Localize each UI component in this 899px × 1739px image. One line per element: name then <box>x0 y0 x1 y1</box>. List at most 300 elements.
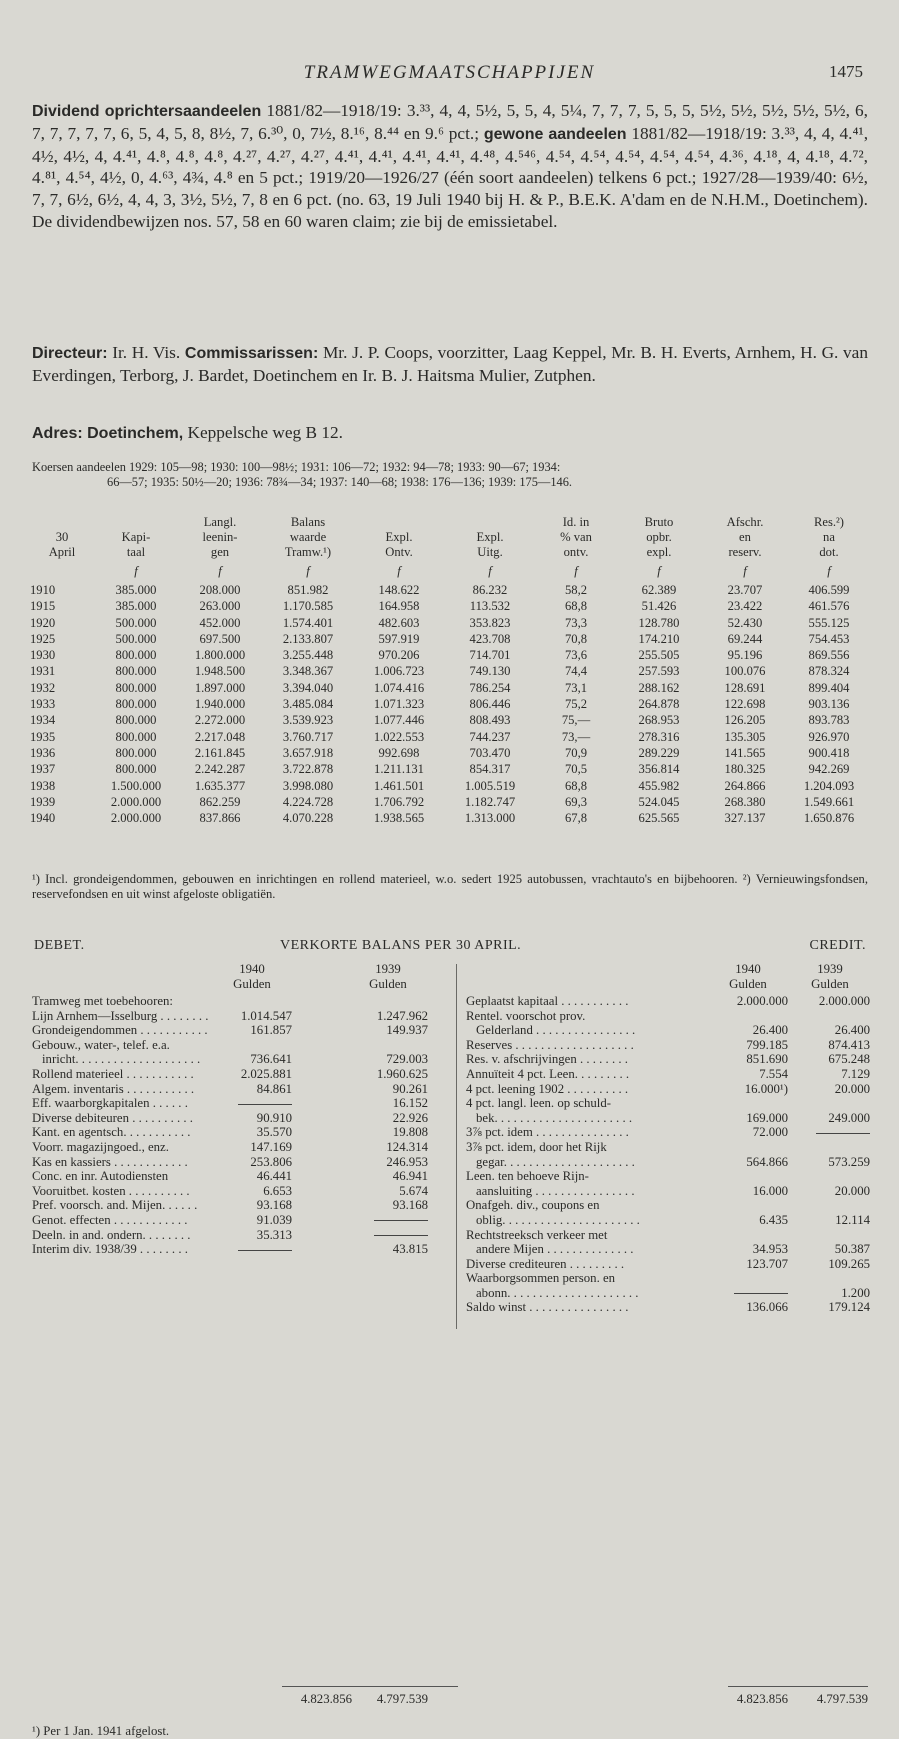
balance-row-value: 35.313 <box>256 1227 292 1242</box>
balance-row <box>32 1242 442 1257</box>
table-cell: 744.237 <box>469 729 511 744</box>
balance-row-value <box>708 1286 788 1301</box>
footnote-2: ²) Vernieuwingsfondsen, reservefondsen en uit winst afgeloste obligatiën. <box>32 872 868 901</box>
debet-rows <box>32 994 442 1257</box>
table-cell: 2.217.048 <box>194 729 246 744</box>
table-cell: 1.897.000 <box>194 680 246 695</box>
table-cell: 1.313.000 <box>464 811 516 826</box>
table-cell: 1.574.401 <box>282 615 334 630</box>
management-paragraph <box>32 342 868 387</box>
debet-year-2: 1939 <box>375 962 401 976</box>
table-cell: 697.500 <box>199 631 241 646</box>
balance-row-label: Interim div. 1938/39 . . . . . . . . <box>32 1242 188 1257</box>
table-cell: 52.430 <box>727 615 763 630</box>
balance-row-label: Rollend materieel . . . . . . . . . . . <box>32 1066 194 1081</box>
balance-row <box>466 1213 868 1228</box>
table-cell: 1.005.519 <box>464 778 516 793</box>
credit-total-rule <box>728 1686 868 1687</box>
balance-row <box>32 1198 442 1213</box>
table-cell: 327.137 <box>724 811 766 826</box>
table-unit-cell: f <box>134 563 138 578</box>
balance-row-label: Tramweg met toebehooren: <box>32 994 173 1008</box>
balance-row-label: Lijn Arnhem—Isselburg . . . . . . . . <box>32 1008 209 1023</box>
balance-row <box>466 1257 868 1272</box>
table-row <box>30 696 870 712</box>
page-number: 1475 <box>829 62 863 81</box>
table-unit-cell: f <box>218 563 222 578</box>
table-cell: 164.958 <box>378 599 420 614</box>
balance-row-value: 2.025.881 <box>240 1066 292 1081</box>
balance-row-value: 149.937 <box>386 1023 428 1038</box>
table-cell: 800.000 <box>115 680 157 695</box>
table-cell: 1.022.553 <box>373 729 425 744</box>
balance-row <box>466 1242 868 1257</box>
balance-row-value: 109.265 <box>828 1256 870 1271</box>
dividend-paragraph <box>32 100 868 233</box>
table-cell: 806.446 <box>469 697 511 712</box>
table-cell: 113.532 <box>469 599 511 614</box>
balance-row-value: 22.926 <box>392 1110 428 1125</box>
table-cell: 1.650.876 <box>803 811 855 826</box>
table-cell: 754.453 <box>808 631 850 646</box>
balance-row <box>466 1096 868 1111</box>
table-cell: 893.783 <box>808 713 850 728</box>
table-cell: 1930 <box>30 648 56 663</box>
table-cell: 100.076 <box>724 664 766 679</box>
table-header-cell: Bruto <box>644 515 674 529</box>
balance-row-label: oblig. . . . . . . . . . . . . . . . . . . . . . <box>476 1212 640 1227</box>
debet-total-1939: 4.797.539 <box>376 1692 428 1706</box>
balance-row-value: 46.441 <box>256 1169 292 1184</box>
table-cell: 786.254 <box>469 680 511 695</box>
table-cell: 878.324 <box>808 664 850 679</box>
balance-row-label: Leen. ten behoeve Rijn- <box>466 1169 589 1184</box>
table-header-row <box>30 545 870 560</box>
balance-row-value: 147.169 <box>250 1139 292 1154</box>
table-cell: 356.814 <box>638 762 680 777</box>
balance-row <box>466 1067 868 1082</box>
balance-sheet <box>32 938 870 1738</box>
table-cell: 1937 <box>30 762 56 777</box>
table-cell: 555.125 <box>808 615 850 630</box>
balance-row-value: 35.570 <box>256 1125 292 1140</box>
table-cell: 74,4 <box>564 664 588 679</box>
balance-row <box>466 1169 868 1184</box>
balance-row-label: Deeln. in and. ondern. . . . . . . . <box>32 1227 191 1242</box>
table-cell: 1.204.093 <box>803 778 855 793</box>
credit-year-header <box>466 962 868 994</box>
table-cell: 406.599 <box>808 583 850 597</box>
balance-row <box>466 1228 868 1243</box>
table-cell: 86.232 <box>472 583 508 597</box>
table-cell: 1.071.323 <box>373 697 425 712</box>
table-cell: 1.500.000 <box>110 778 162 793</box>
table-cell: 70,5 <box>564 762 588 777</box>
table-cell: 903.136 <box>808 697 850 712</box>
table-cell: 23.422 <box>727 599 763 614</box>
balance-row-value <box>212 1242 292 1257</box>
table-cell: 62.389 <box>641 583 677 597</box>
balance-row-value: 93.168 <box>392 1198 428 1213</box>
table-header-cell: na <box>823 530 835 544</box>
table-cell: 1915 <box>30 599 56 614</box>
balance-row-value: 123.707 <box>746 1256 788 1271</box>
table-header-row <box>30 530 870 545</box>
balance-row-label: Geplaatst kapitaal . . . . . . . . . . . <box>466 994 629 1008</box>
credit-currency-2: Gulden <box>811 977 849 991</box>
balance-row-value: 1.014.547 <box>240 1008 292 1023</box>
balance-row-label: Genot. effecten . . . . . . . . . . . . <box>32 1212 188 1227</box>
table-cell: 800.000 <box>115 664 157 679</box>
balance-row-value <box>348 1228 428 1243</box>
table-cell: 68,8 <box>564 778 588 793</box>
table-cell: 23.707 <box>727 583 763 597</box>
balance-footnote: ¹) Per 1 Jan. 1941 afgelost. <box>32 1724 170 1738</box>
balance-row-label: Algem. inventaris . . . . . . . . . . . <box>32 1081 195 1096</box>
table-cell: 900.418 <box>808 745 850 760</box>
balance-row-value: 91.039 <box>256 1212 292 1227</box>
balance-row-value: 26.400 <box>752 1023 788 1038</box>
balance-row-label: Onafgeh. div., coupons en <box>466 1198 600 1213</box>
share-prices <box>32 460 868 490</box>
balance-row-value <box>212 1096 292 1111</box>
footnote-1: ¹) Incl. grondeigendommen, gebouwen en inrichtingen en rollend materieel, w.o. sedert 1925 autobussen, vrachtauto's en bijbehooren. <box>32 872 738 886</box>
table-cell: 128.691 <box>724 680 766 695</box>
table-cell: 73,— <box>561 729 591 744</box>
table-cell: 800.000 <box>115 697 157 712</box>
table-cell: 122.698 <box>724 697 766 712</box>
balance-row <box>466 1125 868 1140</box>
table-cell: 1.940.000 <box>194 697 246 712</box>
table-row <box>30 582 870 598</box>
nil-dash <box>374 1235 428 1236</box>
dividend-founders-text: 1881/82—1918/19: 3.³³, 4, 4, 5½, 5, 5, 4, 5¼, 7, 7, 7, 5, 5, 5, 5½, 5½, 5½, 5½, 5½, 6, 7, 7, 7, 7, 7, 6, 5, 4, 5, 8, 8½, 7, 6.³⁰, 0, 7½, 8.¹⁶, 8.⁴⁴ en 9.⁶ pct.; <box>32 101 868 143</box>
balance-row-value: 246.953 <box>386 1154 428 1169</box>
table-cell: 1935 <box>30 729 56 744</box>
table-cell: 289.229 <box>638 745 680 760</box>
balance-row-label: bek. . . . . . . . . . . . . . . . . . . . . . <box>476 1110 633 1125</box>
table-header-cell <box>354 515 444 530</box>
balance-row <box>32 1038 442 1053</box>
table-cell: 423.708 <box>469 631 511 646</box>
balance-row <box>32 1009 442 1024</box>
table-unit-cell: f <box>488 563 492 578</box>
balance-row-value: 179.124 <box>828 1300 870 1315</box>
balance-row-label: 4 pct. leening 1902 . . . . . . . . . . <box>466 1081 629 1096</box>
balance-row-value: 90.261 <box>392 1081 428 1096</box>
credit-currency-1: Gulden <box>729 977 767 991</box>
table-header-cell: Expl. <box>476 530 504 544</box>
table-cell: 180.325 <box>724 762 766 777</box>
table-header-cell: opbr. <box>646 530 672 544</box>
table-cell: 1938 <box>30 778 56 793</box>
table-cell: 1.006.723 <box>373 664 425 679</box>
nil-dash <box>374 1220 428 1221</box>
credit-year-2: 1939 <box>817 962 843 976</box>
table-cell: 703.470 <box>469 745 511 760</box>
address-text: Keppelsche weg B 12. <box>183 423 343 442</box>
table-cell: 278.316 <box>638 729 680 744</box>
table-cell: 1939 <box>30 794 56 809</box>
table-cell: 862.259 <box>199 794 241 809</box>
balance-row-label: abonn. . . . . . . . . . . . . . . . . . . . . <box>476 1285 639 1300</box>
balance-row-label: Grondeigendommen . . . . . . . . . . . <box>32 1023 208 1038</box>
table-cell: 749.130 <box>469 664 511 679</box>
table-cell: 1.461.501 <box>373 778 425 793</box>
table-row <box>30 778 870 794</box>
nil-dash <box>238 1250 292 1251</box>
balance-row <box>32 1213 442 1228</box>
balance-row-value: 43.815 <box>392 1242 428 1257</box>
dividend-ordinary-text: 1881/82—1918/19: 3.³³, 4, 4, 4.⁴¹, 4½, 4½, 4, 4.⁴¹, 4.⁸, 4.⁸, 4.⁸, 4.²⁷, 4.²⁷, 4.²⁷, 4.⁴¹, 4.⁴¹, 4.⁴¹, 4.⁴¹, 4.⁴⁸, 4.⁵⁴⁶, 4.⁵⁴, 4.⁵⁴, 4.⁵⁴, 4.⁵⁴, 4.⁵⁴, 4.³⁶, 4.¹⁸, 4, 4.¹⁸, 4.⁷², 4.⁸¹, 4.⁵⁴, 4½, 0, 4.⁶³, 4¾, 4.⁸ en 5 pct.; 1919/20—1926/27 (één soort aandeelen) telkens 6 pct.; 1927/28—1939/40: 6½, 7, 7, 6½, 6½, 4, 4, 3, 3½, 5½, 7, 8 en 6 pct. (no. 63, 19 Juli 1940 bij H. & P., B.E.K. A'dam en de N.H.M., Doetinchem). De dividendbewijzen nos. 57, 58 en 60 waren claim; zie bij de emissietabel. <box>32 123 869 231</box>
table-cell: 3.722.878 <box>282 762 334 777</box>
table-header-cell: waarde <box>289 530 327 544</box>
table-cell: 69,3 <box>564 794 588 809</box>
balance-row-value: 50.387 <box>834 1242 870 1257</box>
balance-row-label: Gelderland . . . . . . . . . . . . . . . . <box>476 1023 636 1038</box>
commissioners-heading: Commissarissen: <box>184 345 319 362</box>
table-cell: 1920 <box>30 615 56 630</box>
table-cell: 926.970 <box>808 729 850 744</box>
table-cell: 67,8 <box>564 811 588 826</box>
table-cell: 95.196 <box>727 648 763 663</box>
credit-rows <box>466 994 868 1315</box>
table-cell: 452.000 <box>199 615 241 630</box>
table-row <box>30 794 870 810</box>
balance-row-label: Rentel. voorschot prov. <box>466 1008 586 1023</box>
balance-row-label: Diverse debiteuren . . . . . . . . . . <box>32 1110 193 1125</box>
table-header-cell: Expl. <box>385 530 413 544</box>
table-cell: 73,6 <box>564 648 588 663</box>
table-row <box>30 598 870 614</box>
table-cell: 1.948.500 <box>194 664 246 679</box>
table-header-row <box>30 515 870 530</box>
table-cell: 70,8 <box>564 631 588 646</box>
table-header-cell: Langl. <box>203 515 237 529</box>
debet-currency-1: Gulden <box>233 977 271 991</box>
table-cell: 714.701 <box>469 648 511 663</box>
balance-row-label: Res. v. afschrijvingen . . . . . . . . <box>466 1052 628 1067</box>
nil-dash <box>816 1133 870 1134</box>
debet-label: DEBET. <box>34 938 85 953</box>
table-cell: 2.133.807 <box>282 631 334 646</box>
table-cell: 1931 <box>30 664 56 679</box>
table-cell: 869.556 <box>808 648 850 663</box>
table-header-cell: leenin- <box>202 530 238 544</box>
table-cell: 2.161.845 <box>194 745 246 760</box>
table-cell: 3.657.918 <box>282 745 334 760</box>
balance-row <box>466 994 868 1009</box>
balance-row <box>466 1286 868 1301</box>
balance-row <box>466 1052 868 1067</box>
balance-row <box>466 1038 868 1053</box>
balance-row-value: 34.953 <box>752 1242 788 1257</box>
table-cell: 1925 <box>30 631 56 646</box>
balance-row <box>32 1111 442 1126</box>
table-cell: 268.953 <box>638 713 680 728</box>
table-cell: 70,9 <box>564 745 588 760</box>
balance-row-value: 7.554 <box>759 1066 788 1081</box>
balance-row-value: 729.003 <box>386 1052 428 1067</box>
balance-row-label: Waarborgsommen person. en <box>466 1271 616 1286</box>
balance-row-label: Kas en kassiers . . . . . . . . . . . . <box>32 1154 188 1169</box>
balance-row <box>466 1271 868 1286</box>
running-title: TRAMWEGMAATSCHAPPIJEN <box>303 62 596 83</box>
balance-row <box>466 1009 868 1024</box>
table-cell: 500.000 <box>115 615 157 630</box>
table-cell: 461.576 <box>808 599 850 614</box>
commissioners-text: Mr. J. P. Coops, voorzitter, Laag Keppel, Mr. B. H. Everts, Arnhem, H. G. van Everdingen, Terborg, J. Bardet, Doetinchem en Ir. B. J. Haitsma Mulier, Zutphen. <box>32 343 868 385</box>
table-cell: 3.998.080 <box>282 778 334 793</box>
table-cell: 1.211.131 <box>374 762 424 777</box>
director-text: Ir. H. Vis. <box>107 343 185 362</box>
table-cell: 800.000 <box>115 762 157 777</box>
table-cell: 174.210 <box>638 631 680 646</box>
balance-row-value: 46.941 <box>392 1169 428 1184</box>
table-row <box>30 810 870 826</box>
table-cell: 1.938.565 <box>373 811 425 826</box>
balance-row <box>32 1169 442 1184</box>
table-cell: 1932 <box>30 680 56 695</box>
table-cell: 4.224.728 <box>282 794 334 809</box>
debet-year-header <box>32 962 442 994</box>
table-cell: 597.919 <box>378 631 420 646</box>
table-cell: 1.800.000 <box>194 648 246 663</box>
table-cell: 1936 <box>30 745 56 760</box>
director-heading: Directeur: <box>32 345 108 362</box>
balance-row <box>466 1300 868 1315</box>
table-row <box>30 761 870 777</box>
table-row <box>30 712 870 728</box>
table-row <box>30 680 870 696</box>
table-header-cell <box>30 515 94 530</box>
table-cell: 3.348.367 <box>282 664 334 679</box>
table-header-cell: 30 <box>55 530 69 544</box>
table-cell: 148.622 <box>378 583 420 597</box>
table-cell: 455.982 <box>638 778 680 793</box>
table-cell: 2.272.000 <box>194 713 246 728</box>
table-cell: 255.505 <box>638 648 680 663</box>
balance-row-value <box>348 1213 428 1228</box>
table-cell: 3.760.717 <box>282 729 334 744</box>
table-cell: 524.045 <box>638 794 680 809</box>
table-header-cell: Afschr. <box>726 515 764 529</box>
balance-row-label: Kant. en agentsch. . . . . . . . . . . <box>32 1125 191 1140</box>
balance-row-value: 16.000 <box>752 1183 788 1198</box>
table-header-cell: ontv. <box>563 545 589 559</box>
balance-row <box>466 1111 868 1126</box>
table-cell: 126.205 <box>724 713 766 728</box>
table-header-cell: Ontv. <box>385 545 413 559</box>
balance-row-value: 5.674 <box>399 1183 428 1198</box>
balance-row <box>466 1082 868 1097</box>
balance-row-value: 169.000 <box>746 1110 788 1125</box>
table-unit-row <box>30 560 870 582</box>
table-row <box>30 631 870 647</box>
table-cell: 854.317 <box>469 762 511 777</box>
table-cell: 3.255.448 <box>282 648 334 663</box>
balance-row <box>32 1067 442 1082</box>
table-cell: 1933 <box>30 697 56 712</box>
balance-row <box>32 1228 442 1243</box>
balance-divider <box>456 964 457 1329</box>
balance-row-value: 84.861 <box>256 1081 292 1096</box>
balance-row-value: 799.185 <box>746 1037 788 1052</box>
balance-row-label: Vooruitbet. kosten . . . . . . . . . . <box>32 1183 190 1198</box>
table-cell: 268.380 <box>724 794 766 809</box>
table-footnotes <box>32 872 868 901</box>
table-cell: 942.269 <box>808 762 850 777</box>
balance-row-value: 851.690 <box>746 1052 788 1067</box>
balance-row-label: aansluiting . . . . . . . . . . . . . . . . <box>476 1183 635 1198</box>
balance-row-value: 93.168 <box>256 1198 292 1213</box>
balance-row-value: 6.435 <box>759 1212 788 1227</box>
table-header-cell: Uitg. <box>477 545 503 559</box>
balance-row-value: 2.000.000 <box>818 994 870 1008</box>
balance-row-value: 675.248 <box>828 1052 870 1067</box>
table-cell: 264.866 <box>724 778 766 793</box>
balance-row-value: 874.413 <box>828 1037 870 1052</box>
balance-row-value: 72.000 <box>752 1125 788 1140</box>
table-cell: 2.242.287 <box>194 762 246 777</box>
table-unit-cell: f <box>397 563 401 578</box>
table-cell: 482.603 <box>378 615 420 630</box>
balance-row <box>32 1125 442 1140</box>
table-header-cell: Id. in <box>562 515 590 529</box>
balance-row <box>466 1023 868 1038</box>
balance-row-value: 2.000.000 <box>736 994 788 1008</box>
dividend-heading: Dividend oprichtersaandeelen <box>32 103 262 120</box>
table-header-cell: Res.²) <box>813 515 844 529</box>
balance-row-value: 6.653 <box>263 1183 292 1198</box>
table-cell: 257.593 <box>638 664 680 679</box>
table-cell: 135.305 <box>724 729 766 744</box>
balance-row-value: 1.200 <box>841 1285 870 1300</box>
balance-row-value: 1.960.625 <box>376 1066 428 1081</box>
table-unit-cell: f <box>306 563 310 578</box>
table-cell: 3.394.040 <box>282 680 334 695</box>
table-cell: 800.000 <box>115 745 157 760</box>
table-cell: 800.000 <box>115 729 157 744</box>
ordinary-shares-heading: gewone aandeelen <box>483 125 627 143</box>
table-cell: 263.000 <box>199 599 241 614</box>
debet-currency-2: Gulden <box>369 977 407 991</box>
table-cell: 1.182.747 <box>464 794 516 809</box>
balance-row <box>466 1155 868 1170</box>
balance-row-label: Voorr. magazijngoed., enz. <box>32 1139 169 1154</box>
table-header-cell: expl. <box>646 545 672 559</box>
balance-row <box>32 1140 442 1155</box>
balance-row-value: 20.000 <box>834 1183 870 1198</box>
credit-total-1940: 4.823.856 <box>736 1692 788 1706</box>
table-cell: 353.823 <box>469 615 511 630</box>
table-cell: 2.000.000 <box>110 794 162 809</box>
table-cell: 73,3 <box>564 615 588 630</box>
table-header-cell: dot. <box>819 545 839 559</box>
table-cell: 1.706.792 <box>373 794 425 809</box>
balance-row-label: Reserves . . . . . . . . . . . . . . . . . . . <box>466 1037 634 1052</box>
table-cell: 1.635.377 <box>194 778 246 793</box>
debet-column <box>32 962 442 1257</box>
share-prices-line1: Koersen aandeelen 1929: 105—98; 1930: 100—98½; 1931: 106—72; 1932: 94—78; 1933: 90—67; 1934: <box>32 460 561 474</box>
table-cell: 288.162 <box>638 680 680 695</box>
debet-year-1: 1940 <box>239 962 265 976</box>
table-cell: 1.077.446 <box>373 713 425 728</box>
balance-row-value: 573.259 <box>828 1154 870 1169</box>
table-cell: 69.244 <box>727 631 763 646</box>
balance-row-label: Saldo winst . . . . . . . . . . . . . . . . <box>466 1300 629 1315</box>
balance-row <box>466 1140 868 1155</box>
